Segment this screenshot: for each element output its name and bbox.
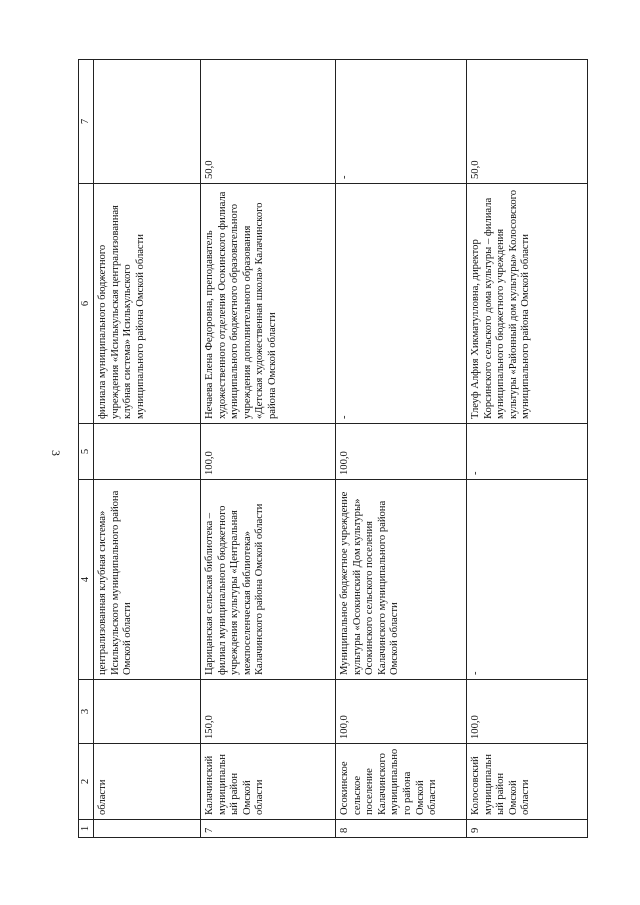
column-header: 3 — [79, 680, 94, 744]
grants-table — [78, 59, 588, 838]
municipality-cell: Колосовский муниципальный район Омской области — [467, 744, 588, 820]
amount-cell: 100,0 — [336, 680, 467, 744]
institution-cell: - — [467, 480, 588, 680]
amount-cell — [94, 680, 201, 744]
amount-cell: 100,0 — [467, 680, 588, 744]
row-number: 8 — [336, 820, 467, 838]
column-header: 1 — [79, 820, 94, 838]
municipality-cell: Калачинский муниципальный район Омской области — [201, 744, 336, 820]
amount-cell: 150,0 — [201, 680, 336, 744]
table-header-row — [79, 60, 94, 838]
table-row — [467, 60, 588, 838]
column-header: 2 — [79, 744, 94, 820]
table-row — [201, 60, 336, 838]
institution-cell: централизованная клубная система» Исилькульского муниципального района Омской области — [94, 480, 201, 680]
amount-cell — [94, 60, 201, 184]
amount-cell — [94, 424, 201, 480]
column-header: 7 — [79, 60, 94, 184]
column-header: 4 — [79, 480, 94, 680]
amount-cell: 50,0 — [201, 60, 336, 184]
row-number: 9 — [467, 820, 588, 838]
amount-cell: 50,0 — [467, 60, 588, 184]
amount-cell: 100,0 — [336, 424, 467, 480]
institution-cell: Муниципальное бюджетное учреждение культуры «Осокинский Дом культуры» Осокинского сельского поселения Калачинского муниципального района Омской области — [336, 480, 467, 680]
municipality-cell: Осокинское сельское поселение Калачинского муниципального района Омской области — [336, 744, 467, 820]
institution-cell: Царицанская сельская библиотека – филиал муниципального бюджетного учреждения культуры «Центральная межпоселенческая библиотека» Калачинского района Омской области — [201, 480, 336, 680]
person-cell: Нечаева Елена Федоровна, преподаватель художественного отделения Осокинского филиала муниципального бюджетного образовательного учреждения дополнительного образования «Детская художественная школа» Калачинского района Омской области — [201, 184, 336, 424]
amount-cell: - — [467, 424, 588, 480]
municipality-cell: области — [94, 744, 201, 820]
person-cell: Тлеуф Алфия Хикматулловна, директор Корсинского сельского дома культуры – филиала муниципального бюджетного учреждения культуры «Районный дом культуры» Колосовского муниципального района Омской области — [467, 184, 588, 424]
amount-cell: 100,0 — [201, 424, 336, 480]
rotated-page-content — [78, 60, 588, 838]
table-row — [94, 60, 201, 838]
column-header: 6 — [79, 184, 94, 424]
column-header: 5 — [79, 424, 94, 480]
person-cell: - — [336, 184, 467, 424]
person-cell: филиала муниципального бюджетного учреждения «Исилькульская централизованная клубная система» Исилькульского муниципального района Омской области — [94, 184, 201, 424]
table-row — [336, 60, 467, 838]
page-number: 3 — [49, 450, 63, 456]
amount-cell: - — [336, 60, 467, 184]
row-number: 7 — [201, 820, 336, 838]
row-number — [94, 820, 201, 838]
